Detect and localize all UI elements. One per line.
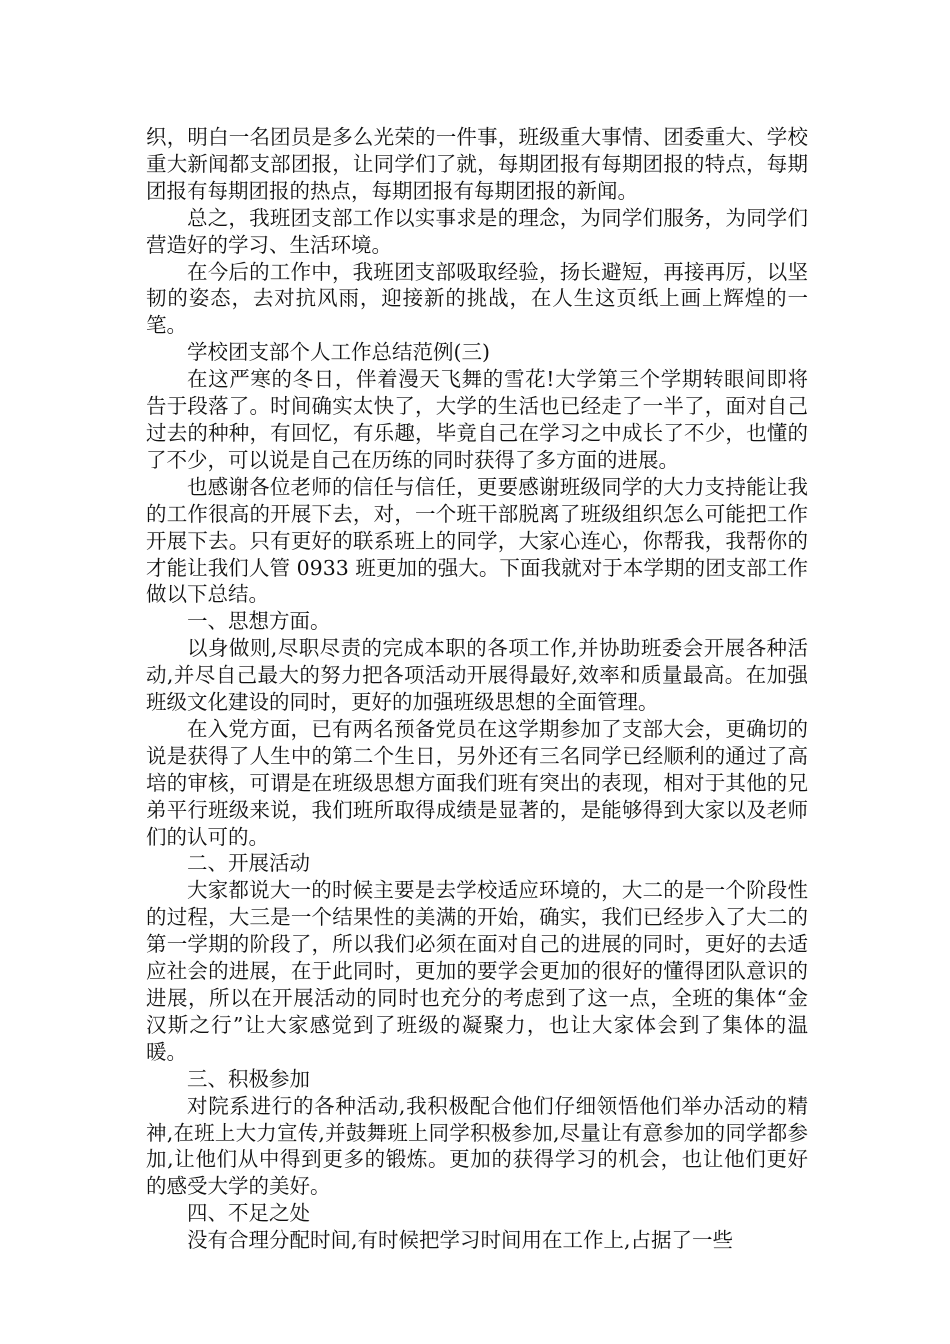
paragraph-thanks: 也感谢各位老师的信任与信任，更要感谢班级同学的大力支持能让我的工作很高的开展下去，对，一个班干部脱离了班级组织怎么可能把工作开展下去。只有更好的联系班上的同学，大家心连心，你帮我，我帮你的才能让我们人管 0933 班更加的强大。下面我就对于本学期的团支部工作做以下总结。 bbox=[146, 474, 808, 607]
paragraph-activities: 大家都说大一的时候主要是去学校适应环境的，大二的是一个阶段性的过程，大三是一个结果性的美满的开始，确实，我们已经步入了大二的第一学期的阶段了，所以我们必须在面对自己的进展的同时，更好的去适应社会的进展，在于此同时，更加的要学会更加的很好的懂得团队意识的进展，所以在开展活动的同时也充分的考虑到了这一点，全班的集体“金汉斯之行”让大家感觉到了班级的凝聚力，也让大家体会到了集体的温暖。 bbox=[146, 878, 808, 1064]
paragraph-participation: 对院系进行的各种活动,我积极配合他们仔细领悟他们举办活动的精神,在班上大力宣传,并鼓舞班上同学积极参加,尽量让有意参加的同学都参加,让他们从中得到更多的锻炼。更加的获得学习的机会，也让他们更好的感受大学的美好。 bbox=[146, 1093, 808, 1199]
section-title: 学校团支部个人工作总结范例(三) bbox=[187, 340, 490, 365]
heading-shortcomings: 四、不足之处 bbox=[187, 1201, 310, 1226]
paragraph-party: 在入党方面，已有两名预备党员在这学期参加了支部大会，更确切的说是获得了人生中的第二个生日，另外还有三名同学已经顺利的通过了高培的审核，可谓是在班级思想方面我们班有突出的表现，相对于其他的兄弟平行班级来说，我们班所取得成绩是显著的，是能够得到大家以及老师们的认可的。 bbox=[146, 716, 808, 849]
paragraph-intro: 在这严寒的冬日，伴着漫天飞舞的雪花!大学第三个学期转眼间即将告于段落了。时间确实太快了，大学的生活也已经走了一半了，面对自己过去的种种，有回忆，有乐趣，毕竟自己在学习之中成长了不少，也懂的了不少，可以说是自己在历练的同时获得了多方面的进展。 bbox=[146, 367, 808, 472]
paragraph-shortcomings: 没有合理分配时间,有时候把学习时间用在工作上,占据了一些 bbox=[187, 1228, 734, 1253]
paragraph-future-work: 在今后的工作中，我班团支部吸取经验，扬长避短，再接再厉，以坚韧的姿态，去对抗风雨，迎接新的挑战，在人生这页纸上画上辉煌的一笔。 bbox=[146, 259, 808, 338]
heading-participation: 三、积极参加 bbox=[187, 1066, 310, 1091]
paragraph-summary: 总之，我班团支部工作以实事求是的理念，为同学们服务，为同学们营造好的学习、生活环境。 bbox=[146, 205, 808, 257]
heading-activities: 二、开展活动 bbox=[187, 851, 310, 876]
document-body bbox=[146, 124, 808, 1254]
heading-ideology: 一、思想方面。 bbox=[187, 609, 331, 634]
paragraph-continuation: 织，明白一名团员是多么光荣的一件事，班级重大事情、团委重大、学校重大新闻都支部团报，让同学们了就，每期团报有每期团报的特点，每期团报有每期团报的热点，每期团报有每期团报的新闻。 bbox=[146, 125, 808, 203]
paragraph-ideology: 以身做则,尽职尽责的完成本职的各项工作,并协助班委会开展各种活动,并尽自己最大的努力把各项活动开展得最好,效率和质量最高。在加强班级文化建设的同时，更好的加强班级思想的全面管理。 bbox=[146, 636, 808, 715]
